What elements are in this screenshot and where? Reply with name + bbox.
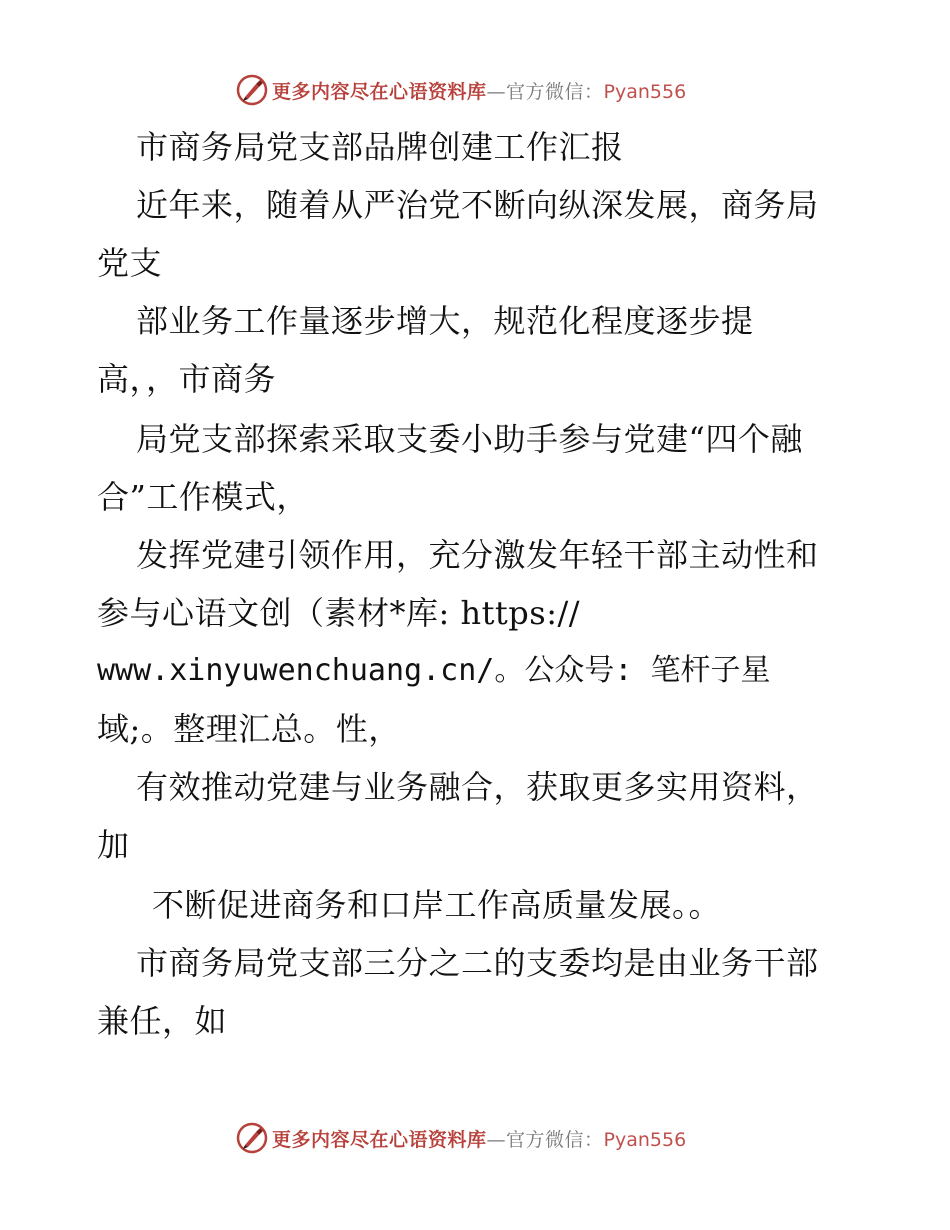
- text-line: 域;。整理汇总。性，: [97, 710, 401, 748]
- watermark-banner-content: [236, 72, 686, 108]
- text-line: 高，，市商务: [97, 360, 277, 398]
- text-line: 近年来，随着从严治党不断向纵深发展，商务局: [136, 186, 819, 224]
- watermark-text: [272, 1125, 686, 1152]
- watermark-dash: —: [486, 1128, 507, 1151]
- document-title: 市商务局党支部品牌创建工作汇报: [136, 128, 624, 166]
- watermark-label: 官方微信：: [506, 1128, 604, 1151]
- text-line: 有效推动党建与业务融合，获取更多实用资料，: [136, 768, 819, 806]
- text-line: 合”工作模式，: [97, 478, 309, 516]
- watermark-text: [272, 77, 686, 104]
- text-line-url: www.xinyuwenchuang.cn/。公众号: 笔杆子星: [97, 653, 771, 688]
- text-line: 不断促进商务和口岸工作高质量发展。。: [152, 886, 722, 924]
- watermark-banner-content: [236, 1120, 686, 1156]
- text-line: 参与心语文创（素材*库: https://: [97, 594, 581, 632]
- watermark-wechat-id: Pyan556: [603, 1128, 687, 1151]
- text-line: 部业务工作量逐步增大，规范化程度逐步提: [136, 302, 754, 340]
- text-line: 局党支部探索采取支委小助手参与党建“四个融: [136, 420, 803, 458]
- pen-logo-icon: [236, 1122, 268, 1154]
- watermark-brand: 更多内容尽在心语资料库: [272, 80, 487, 103]
- watermark-wechat-id: Pyan556: [603, 80, 687, 103]
- text-line: 党支: [97, 244, 163, 282]
- text-line: 市商务局党支部三分之二的支委均是由业务干部: [136, 944, 819, 982]
- watermark-dash: —: [486, 80, 507, 103]
- text-line: 加: [97, 826, 130, 864]
- watermark-banner-bottom: [0, 1120, 950, 1160]
- watermark-label: 官方微信：: [506, 80, 604, 103]
- text-line: 发挥党建引领作用，充分激发年轻干部主动性和: [136, 536, 819, 574]
- watermark-banner-top: [0, 72, 950, 112]
- watermark-brand: 更多内容尽在心语资料库: [272, 1128, 487, 1151]
- pen-logo-icon: [236, 74, 268, 106]
- text-line: 兼任，如: [97, 1002, 228, 1040]
